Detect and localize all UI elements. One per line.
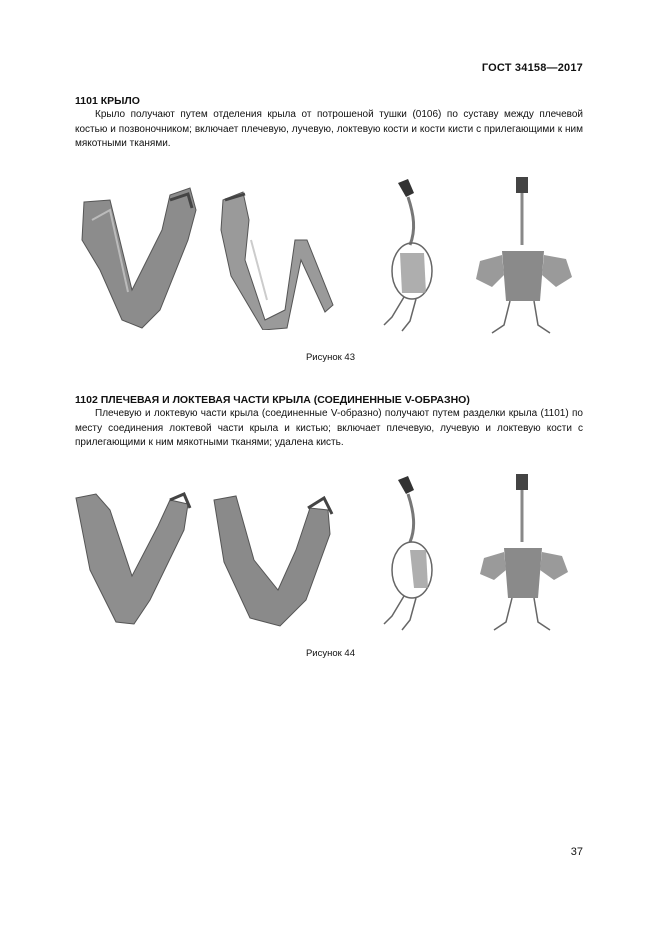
figure-44-caption: Рисунок 44 xyxy=(305,648,356,659)
section-text: Плечевую и локтевую части крыла (соединенные V-образно) получают путем разделки крыла (1101) по месту соединения локтевой части крыла и кистью; включает плечевую, лучевую и локтевую кости с прилегающими к ним мякотными тканями; удалена кисть. xyxy=(75,408,583,448)
bird-skeleton-side-icon xyxy=(370,175,460,335)
section-1102 xyxy=(75,393,583,451)
figure-43-caption: Рисунок 43 xyxy=(305,352,356,363)
wing-photo-left xyxy=(70,180,205,330)
v-wing-photo-left xyxy=(70,490,195,630)
bird-skeleton-front-icon xyxy=(470,470,580,635)
bird-skeleton-side-icon xyxy=(370,470,460,635)
section-text: Крыло получают путем отделения крыла от потрошеной тушки (0106) по суставу между плечевой костью и позвоночником; включает плечевую, лучевую, локтевую кости и кости кисти с прилегающими к ним мякотными тканями. xyxy=(75,109,583,149)
document-code: ГОСТ 34158—2017 xyxy=(481,62,583,74)
section-1101 xyxy=(75,94,583,152)
v-wing-photo-right xyxy=(208,490,338,630)
figure-44 xyxy=(70,470,590,635)
section-heading: 1101 КРЫЛО xyxy=(75,95,140,107)
wing-photo-right xyxy=(215,180,345,330)
page-number: 37 xyxy=(570,846,583,858)
figure-43 xyxy=(70,175,590,335)
bird-skeleton-front-icon xyxy=(470,175,580,335)
section-heading: 1102 ПЛЕЧЕВАЯ И ЛОКТЕВАЯ ЧАСТИ КРЫЛА (СОЕДИНЕННЫЕ V-ОБРАЗНО) xyxy=(75,394,470,406)
